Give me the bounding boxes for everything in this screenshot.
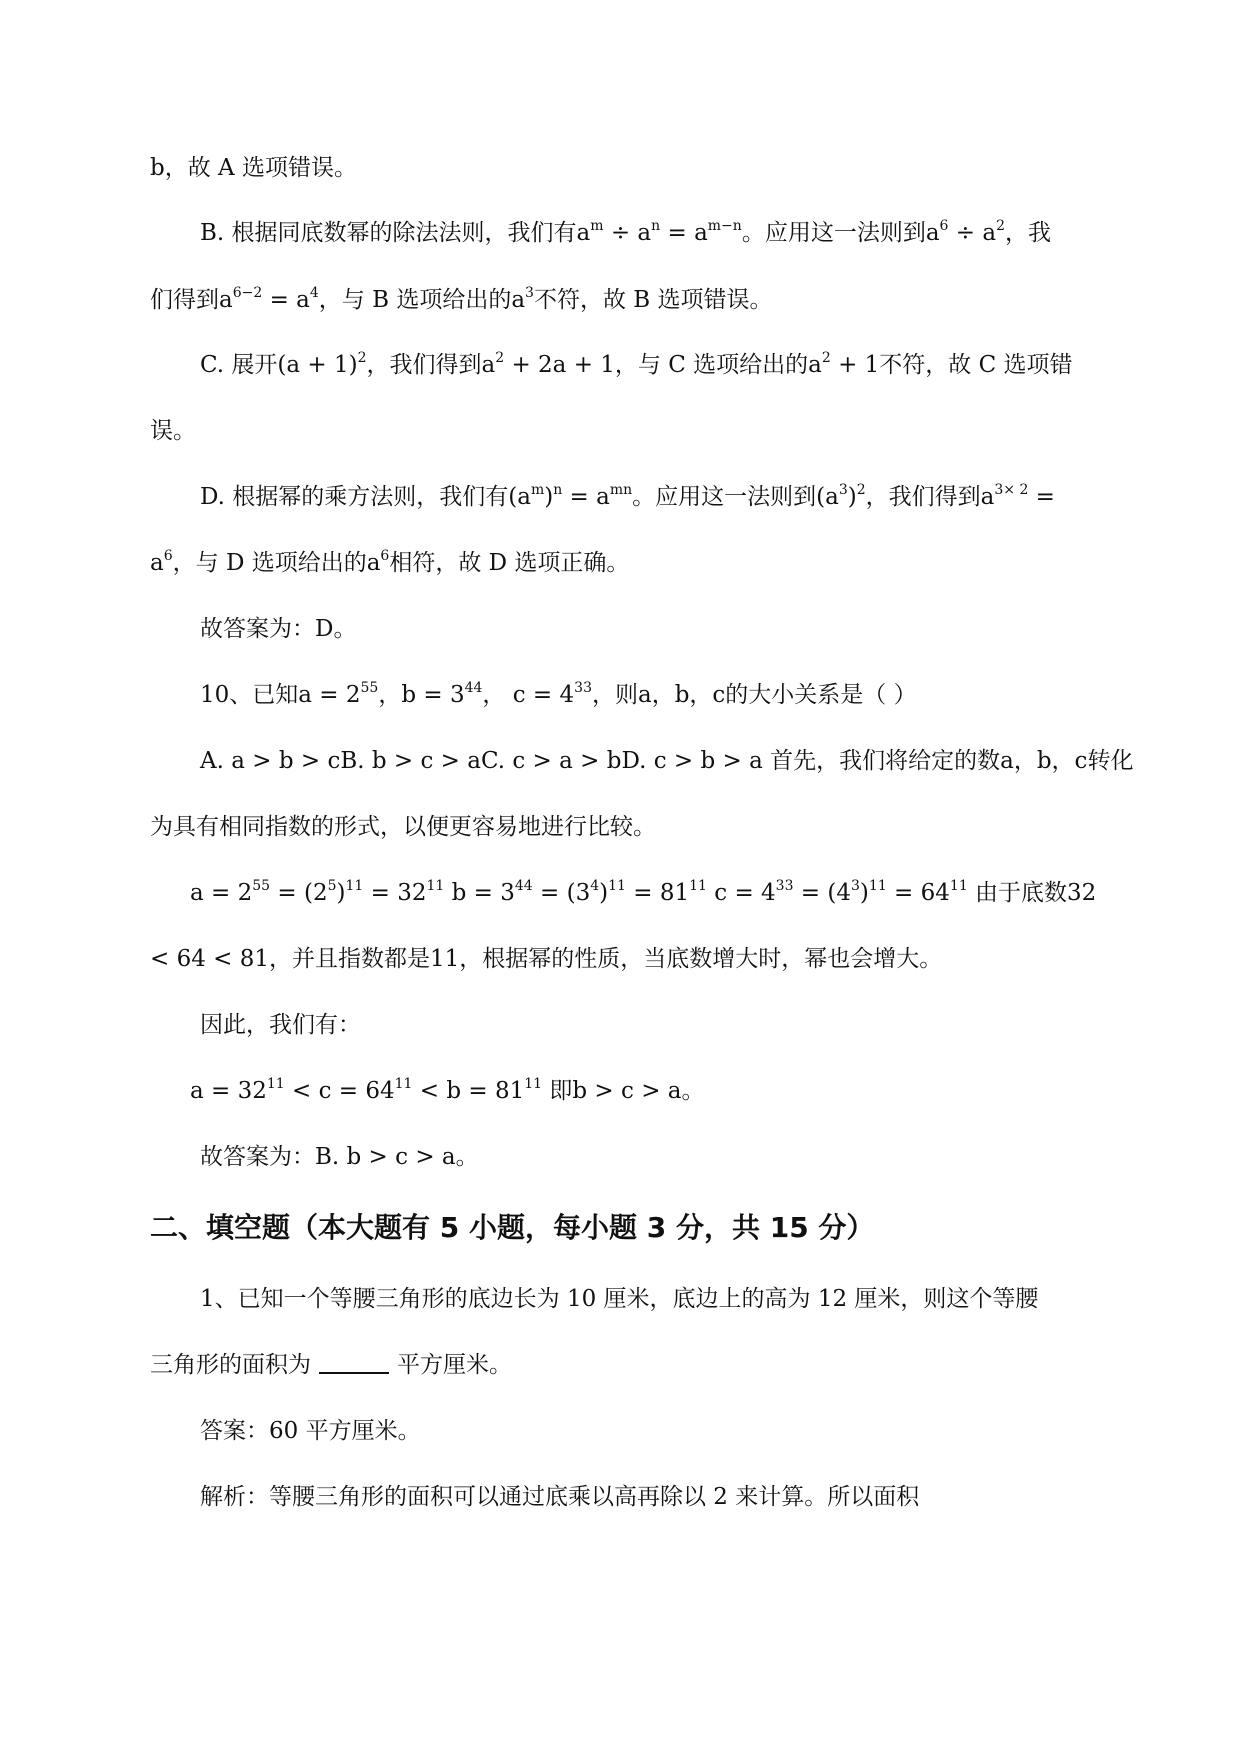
text-segment: 1、已知一个等腰三角形的底边长为 10 厘米，底边上的高为 12 厘米，则这个等腰 [200,1286,1039,1312]
text-segment: ，我们得到a [366,352,496,378]
text-segment: = (3 [532,880,591,906]
superscript: n [651,218,661,234]
text-segment: c = 4 [706,880,776,906]
text-segment: 们得到a [150,287,233,313]
fill-question-1-cont [150,1350,1100,1380]
text-segment: = a [262,287,310,313]
text-segment: ) [847,484,857,510]
text-segment: ， c = 4 [482,682,575,708]
superscript: m [530,482,545,498]
superscript: m [590,218,604,234]
text-segment: < c = 64 [284,1078,395,1104]
text-line [150,548,1100,578]
text-segment: ，我 [1004,220,1051,246]
text-segment: 。应用这一法则到a [741,220,940,246]
text-segment: ，与 D 选项给出的a [172,550,381,576]
answer-blank[interactable] [319,1371,389,1374]
superscript: 44 [464,680,483,696]
text-segment: 相符，故 D 选项正确。 [389,550,630,576]
text-segment: 由于底数32 [967,880,1097,906]
text-segment: D. 根据幂的乘方法则，我们有(a [200,484,531,510]
text-segment: 即b > c > a。 [542,1078,705,1104]
text-segment: ) [599,880,609,906]
superscript: 55 [252,878,271,894]
superscript: 3 [838,482,848,498]
answer-line [200,1416,1100,1446]
superscript: mn [609,482,633,498]
fill-question-1 [200,1284,1100,1314]
superscript: 44 [514,878,533,894]
superscript: 6−2 [232,285,263,301]
superscript: 5 [327,878,337,894]
superscript: 11 [266,1076,285,1092]
text-segment: 10、已知a = 2 [200,682,361,708]
superscript: n [553,482,563,498]
text-segment: 解析：等腰三角形的面积可以通过底乘以高再除以 2 来计算。所以面积 [200,1484,920,1510]
superscript: 11 [426,878,445,894]
superscript: 2 [357,350,367,366]
text-segment: = 32 [363,880,427,906]
derivation-line [190,878,1140,908]
text-segment: ) [336,880,346,906]
text-segment: ) [859,880,869,906]
superscript: 6 [380,548,390,564]
superscript: 11 [524,1076,543,1092]
text-segment: a = 2 [190,880,253,906]
text-segment: ) [544,484,554,510]
text-segment: 三角形的面积为 [150,1352,311,1378]
superscript: 3 [525,285,534,301]
text-line [150,944,1100,974]
option-c-explanation [200,350,1100,380]
text-segment: 误。 [150,418,196,444]
superscript: 11 [608,878,626,894]
text-line [150,153,1100,183]
text-segment: 因此，我们有： [200,1012,361,1038]
superscript: 11 [394,1076,413,1092]
superscript: 2 [996,218,1005,234]
superscript: 11 [689,878,707,894]
text-line [150,285,1100,315]
text-segment: 不符，故 B 选项错误。 [533,287,773,313]
text-segment: = 64 [886,880,950,906]
option-d-explanation [200,482,1100,512]
superscript: 11 [868,878,887,894]
superscript: 2 [821,350,831,366]
superscript: 2 [856,482,866,498]
text-segment: ÷ a [948,220,997,246]
superscript: 11 [345,878,364,894]
superscript: 2 [495,350,505,366]
text-segment: 答案：60 平方厘米。 [200,1418,421,1444]
option-b-explanation [200,218,1100,248]
text-segment: 为具有相同指数的形式，以便更容易地进行比较。 [150,814,656,840]
text-segment: < 64 < 81，并且指数都是11，根据幂的性质，当底数增大时，幂也会增大。 [150,946,943,972]
text-segment: C. 展开(a + 1) [200,352,358,378]
superscript: m−n [707,218,742,234]
text-line [150,812,1100,842]
question-10 [200,680,1100,710]
text-segment: 平方厘米。 [397,1352,512,1378]
text-line [200,1010,1100,1040]
text-segment: A. a > b > cB. b > c > aC. c > a > bD. c > b > a 首先，我们将给定的数a，b，c转化 [200,748,1134,774]
text-segment: + 1不符，故 C 选项错 [830,352,1073,378]
text-segment: ，b = 3 [378,682,465,708]
text-segment: 故答案为：D。 [200,616,357,642]
superscript: 3× 2 [994,482,1029,498]
answer-line [200,614,1100,644]
text-segment: 。应用这一法则到(a [632,484,839,510]
superscript: 4 [590,878,600,894]
text-segment: = (2 [270,880,328,906]
text-segment: b = 3 [444,880,515,906]
text-segment: b，故 A 选项错误。 [150,155,357,181]
analysis-line [200,1482,1100,1512]
text-segment: 故答案为：B. b > c > a。 [200,1144,479,1170]
text-segment: a = 32 [190,1078,267,1104]
superscript: 33 [574,680,592,696]
text-segment: a [150,550,164,576]
text-segment: ，与 B 选项给出的a [318,287,526,313]
answer-line [200,1142,1100,1172]
superscript: 33 [775,878,794,894]
text-line [150,416,1100,446]
superscript: 3 [851,878,860,894]
text-segment: ，我们得到a [865,484,995,510]
superscript: 4 [309,285,319,301]
section-heading: 二、填空题（本大题有 5 小题，每小题 3 分，共 15 分） [150,1211,875,1244]
text-segment: = [1028,484,1055,510]
text-segment: + 2a + 1，与 C 选项给出的a [504,352,822,378]
text-segment: = a [562,484,610,510]
text-segment: ，则a，b，c的大小关系是（ ） [591,682,917,708]
text-segment: < b = 81 [412,1078,525,1104]
result-line [190,1076,1140,1106]
text-segment: B. 根据同底数幂的除法法则，我们有a [200,220,591,246]
superscript: 11 [949,878,968,894]
text-segment: = (4 [793,880,851,906]
text-segment: ÷ a [603,220,652,246]
superscript: 6 [939,218,949,234]
text-segment: = a [660,220,708,246]
question-10-options [200,746,1134,776]
superscript: 55 [360,680,379,696]
text-segment: = 81 [625,880,690,906]
superscript: 6 [163,548,173,564]
